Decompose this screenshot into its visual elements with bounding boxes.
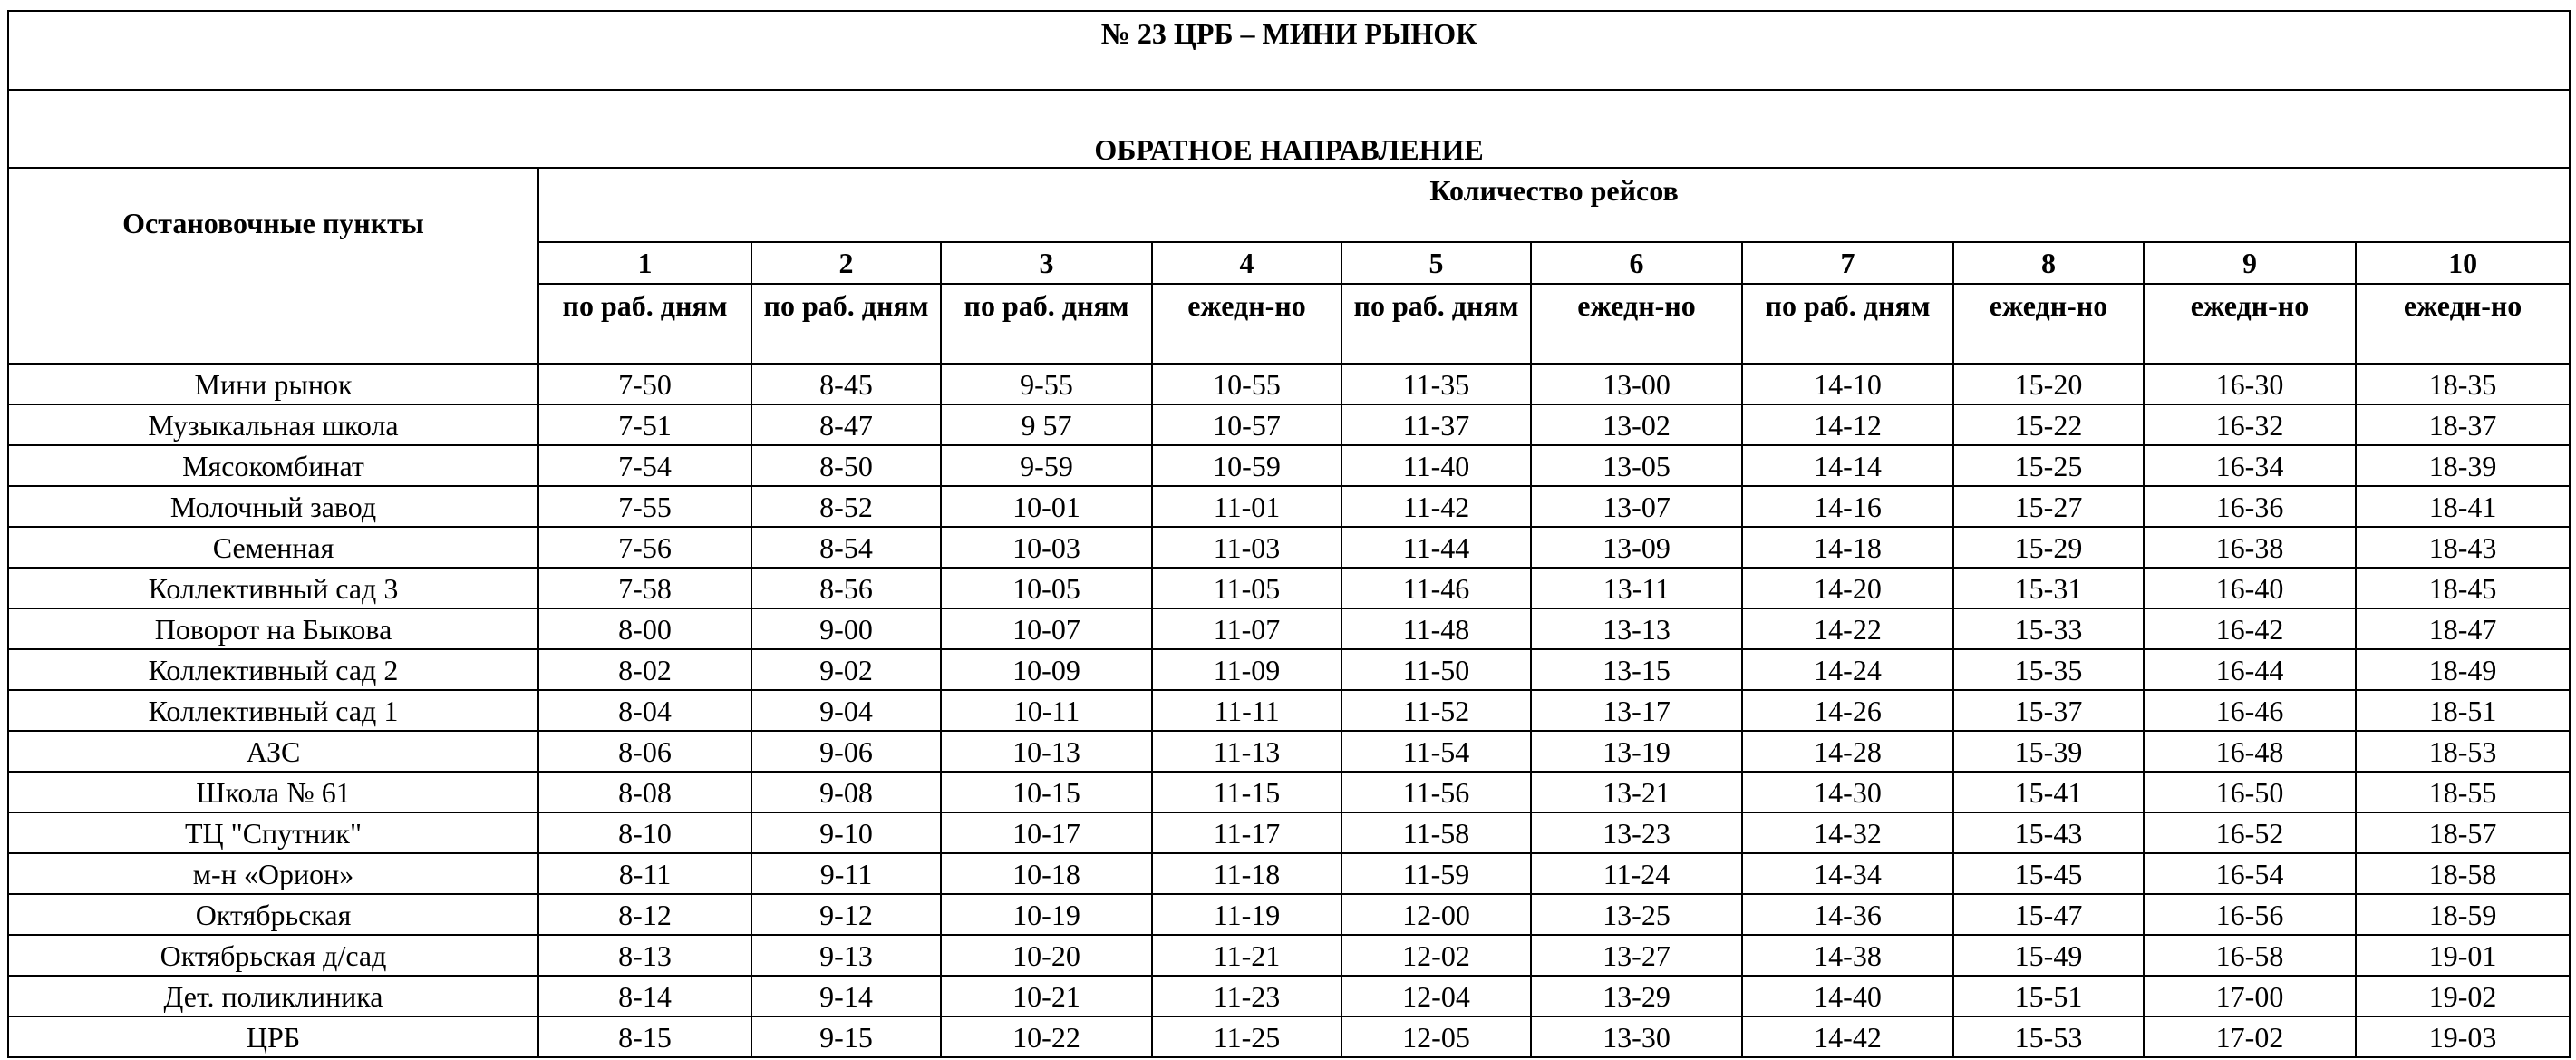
- stop-name: Октябрьская: [8, 894, 538, 935]
- departure-time: 9-55: [941, 364, 1152, 404]
- departure-time: 16-58: [2144, 935, 2356, 976]
- departure-time: 11-11: [1152, 690, 1341, 731]
- departure-time: 8-45: [751, 364, 941, 404]
- departure-time: 11-35: [1341, 364, 1531, 404]
- departure-time: 10-59: [1152, 445, 1341, 486]
- departure-time: 10-17: [941, 812, 1152, 853]
- departure-time: 16-46: [2144, 690, 2356, 731]
- departure-time: 7-54: [538, 445, 751, 486]
- trip-number: 7: [1742, 242, 1953, 284]
- departure-time: 12-02: [1341, 935, 1531, 976]
- stop-name: Музыкальная школа: [8, 404, 538, 445]
- departure-time: 11-23: [1152, 976, 1341, 1016]
- trips-count-header: Количество рейсов: [538, 168, 2570, 242]
- stop-name: Коллективный сад 3: [8, 568, 538, 608]
- trip-mode: ежедн-но: [2356, 284, 2570, 364]
- departure-time: 15-47: [1953, 894, 2144, 935]
- departure-time: 11-50: [1341, 649, 1531, 690]
- stop-name: Коллективный сад 1: [8, 690, 538, 731]
- departure-time: 18-45: [2356, 568, 2570, 608]
- departure-time: 18-55: [2356, 772, 2570, 812]
- departure-time: 10-20: [941, 935, 1152, 976]
- departure-time: 11-46: [1341, 568, 1531, 608]
- stop-name: Поворот на Быкова: [8, 608, 538, 649]
- table-row: [8, 935, 2570, 976]
- departure-time: 15-43: [1953, 812, 2144, 853]
- departure-time: 14-24: [1742, 649, 1953, 690]
- table-row: [8, 853, 2570, 894]
- stop-name: АЗС: [8, 731, 538, 772]
- departure-time: 19-01: [2356, 935, 2570, 976]
- departure-time: 15-22: [1953, 404, 2144, 445]
- departure-time: 18-59: [2356, 894, 2570, 935]
- departure-time: 11-52: [1341, 690, 1531, 731]
- departure-time: 16-48: [2144, 731, 2356, 772]
- table-row: [8, 649, 2570, 690]
- departure-time: 15-20: [1953, 364, 2144, 404]
- trip-mode: ежедн-но: [1531, 284, 1742, 364]
- departure-time: 19-02: [2356, 976, 2570, 1016]
- departure-time: 16-30: [2144, 364, 2356, 404]
- departure-time: 10-07: [941, 608, 1152, 649]
- departure-time: 12-05: [1341, 1016, 1531, 1057]
- departure-time: 10-13: [941, 731, 1152, 772]
- direction-heading: ОБРАТНОЕ НАПРАВЛЕНИЕ: [8, 90, 2570, 168]
- departure-time: 15-33: [1953, 608, 2144, 649]
- departure-time: 9-14: [751, 976, 941, 1016]
- departure-time: 8-52: [751, 486, 941, 527]
- departure-time: 13-02: [1531, 404, 1742, 445]
- departure-time: 10-15: [941, 772, 1152, 812]
- departure-time: 14-40: [1742, 976, 1953, 1016]
- departure-time: 18-47: [2356, 608, 2570, 649]
- departure-time: 9-02: [751, 649, 941, 690]
- departure-time: 10-57: [1152, 404, 1341, 445]
- departure-time: 8-06: [538, 731, 751, 772]
- departure-time: 11-24: [1531, 853, 1742, 894]
- stop-name: Молочный завод: [8, 486, 538, 527]
- departure-time: 10-22: [941, 1016, 1152, 1057]
- trip-mode: ежедн-но: [2144, 284, 2356, 364]
- departure-time: 11-09: [1152, 649, 1341, 690]
- departure-time: 14-22: [1742, 608, 1953, 649]
- departure-time: 10-55: [1152, 364, 1341, 404]
- departure-time: 11-56: [1341, 772, 1531, 812]
- trip-mode: ежедн-но: [1953, 284, 2144, 364]
- departure-time: 16-34: [2144, 445, 2356, 486]
- departure-time: 13-11: [1531, 568, 1742, 608]
- departure-time: 13-29: [1531, 976, 1742, 1016]
- departure-time: 9-12: [751, 894, 941, 935]
- departure-time: 17-02: [2144, 1016, 2356, 1057]
- departure-time: 15-41: [1953, 772, 2144, 812]
- stop-name: Школа № 61: [8, 772, 538, 812]
- departure-time: 16-40: [2144, 568, 2356, 608]
- departure-time: 9 57: [941, 404, 1152, 445]
- departure-time: 16-56: [2144, 894, 2356, 935]
- trip-number: 5: [1341, 242, 1531, 284]
- departure-time: 13-05: [1531, 445, 1742, 486]
- departure-time: 14-18: [1742, 527, 1953, 568]
- departure-time: 14-10: [1742, 364, 1953, 404]
- departure-time: 13-23: [1531, 812, 1742, 853]
- stop-name: м-н «Орион»: [8, 853, 538, 894]
- departure-time: 11-03: [1152, 527, 1341, 568]
- departure-time: 15-35: [1953, 649, 2144, 690]
- departure-time: 13-00: [1531, 364, 1742, 404]
- table-row: [8, 812, 2570, 853]
- departure-time: 8-11: [538, 853, 751, 894]
- departure-time: 18-49: [2356, 649, 2570, 690]
- table-row: [8, 976, 2570, 1016]
- departure-time: 10-05: [941, 568, 1152, 608]
- departure-time: 15-31: [1953, 568, 2144, 608]
- table-row: [8, 731, 2570, 772]
- departure-time: 7-58: [538, 568, 751, 608]
- departure-time: 8-08: [538, 772, 751, 812]
- departure-time: 8-15: [538, 1016, 751, 1057]
- departure-time: 9-00: [751, 608, 941, 649]
- departure-time: 10-19: [941, 894, 1152, 935]
- departure-time: 8-54: [751, 527, 941, 568]
- departure-time: 16-50: [2144, 772, 2356, 812]
- stop-name: Мясокомбинат: [8, 445, 538, 486]
- departure-time: 18-51: [2356, 690, 2570, 731]
- departure-time: 14-30: [1742, 772, 1953, 812]
- stop-name: ЦРБ: [8, 1016, 538, 1057]
- trip-mode: по раб. дням: [751, 284, 941, 364]
- table-row: [8, 404, 2570, 445]
- departure-time: 13-09: [1531, 527, 1742, 568]
- departure-time: 15-51: [1953, 976, 2144, 1016]
- departure-time: 18-58: [2356, 853, 2570, 894]
- departure-time: 11-42: [1341, 486, 1531, 527]
- departure-time: 14-20: [1742, 568, 1953, 608]
- departure-time: 16-42: [2144, 608, 2356, 649]
- departure-time: 10-01: [941, 486, 1152, 527]
- trip-number: 6: [1531, 242, 1742, 284]
- departure-time: 9-15: [751, 1016, 941, 1057]
- departure-time: 14-32: [1742, 812, 1953, 853]
- departure-time: 8-12: [538, 894, 751, 935]
- stop-name: Октябрьская д/сад: [8, 935, 538, 976]
- departure-time: 9-08: [751, 772, 941, 812]
- departure-time: 10-21: [941, 976, 1152, 1016]
- departure-time: 10-18: [941, 853, 1152, 894]
- departure-time: 15-37: [1953, 690, 2144, 731]
- departure-time: 14-12: [1742, 404, 1953, 445]
- trip-number: 2: [751, 242, 941, 284]
- trip-mode: ежедн-но: [1152, 284, 1341, 364]
- departure-time: 18-41: [2356, 486, 2570, 527]
- departure-time: 11-13: [1152, 731, 1341, 772]
- departure-time: 11-18: [1152, 853, 1341, 894]
- departure-time: 11-07: [1152, 608, 1341, 649]
- stop-name: Семенная: [8, 527, 538, 568]
- departure-time: 7-56: [538, 527, 751, 568]
- departure-time: 15-53: [1953, 1016, 2144, 1057]
- departure-time: 14-38: [1742, 935, 1953, 976]
- departure-time: 15-25: [1953, 445, 2144, 486]
- departure-time: 13-17: [1531, 690, 1742, 731]
- departure-time: 8-56: [751, 568, 941, 608]
- departure-time: 16-38: [2144, 527, 2356, 568]
- table-row: [8, 445, 2570, 486]
- trip-mode: по раб. дням: [1341, 284, 1531, 364]
- departure-time: 13-25: [1531, 894, 1742, 935]
- trip-mode: по раб. дням: [538, 284, 751, 364]
- departure-time: 9-13: [751, 935, 941, 976]
- departure-time: 18-35: [2356, 364, 2570, 404]
- departure-time: 16-54: [2144, 853, 2356, 894]
- stops-column-header: Остановочные пункты: [8, 168, 538, 364]
- departure-time: 16-36: [2144, 486, 2356, 527]
- departure-time: 11-59: [1341, 853, 1531, 894]
- departure-time: 8-02: [538, 649, 751, 690]
- departure-time: 13-27: [1531, 935, 1742, 976]
- departure-time: 16-32: [2144, 404, 2356, 445]
- departure-time: 12-00: [1341, 894, 1531, 935]
- departure-time: 18-39: [2356, 445, 2570, 486]
- departure-time: 10-03: [941, 527, 1152, 568]
- trip-mode: по раб. дням: [941, 284, 1152, 364]
- departure-time: 13-21: [1531, 772, 1742, 812]
- departure-time: 8-47: [751, 404, 941, 445]
- departure-time: 13-07: [1531, 486, 1742, 527]
- departure-time: 9-59: [941, 445, 1152, 486]
- table-row: [8, 1016, 2570, 1057]
- departure-time: 13-19: [1531, 731, 1742, 772]
- departure-time: 13-13: [1531, 608, 1742, 649]
- departure-time: 11-37: [1341, 404, 1531, 445]
- departure-time: 11-40: [1341, 445, 1531, 486]
- stop-name: Коллективный сад 2: [8, 649, 538, 690]
- departure-time: 14-14: [1742, 445, 1953, 486]
- departure-time: 8-00: [538, 608, 751, 649]
- departure-time: 15-29: [1953, 527, 2144, 568]
- departure-time: 8-50: [751, 445, 941, 486]
- departure-time: 11-25: [1152, 1016, 1341, 1057]
- departure-time: 15-39: [1953, 731, 2144, 772]
- stop-name: Мини рынок: [8, 364, 538, 404]
- departure-time: 14-28: [1742, 731, 1953, 772]
- departure-time: 9-04: [751, 690, 941, 731]
- departure-time: 11-58: [1341, 812, 1531, 853]
- table-row: [8, 568, 2570, 608]
- schedule-table: [7, 10, 2571, 1058]
- route-title: № 23 ЦРБ – МИНИ РЫНОК: [8, 11, 2570, 90]
- departure-time: 7-51: [538, 404, 751, 445]
- departure-time: 16-52: [2144, 812, 2356, 853]
- trip-number: 1: [538, 242, 751, 284]
- departure-time: 17-00: [2144, 976, 2356, 1016]
- stop-name: ТЦ "Спутник": [8, 812, 538, 853]
- departure-time: 10-11: [941, 690, 1152, 731]
- departure-time: 16-44: [2144, 649, 2356, 690]
- departure-time: 11-54: [1341, 731, 1531, 772]
- departure-time: 8-04: [538, 690, 751, 731]
- departure-time: 18-53: [2356, 731, 2570, 772]
- departure-time: 15-45: [1953, 853, 2144, 894]
- trip-number: 9: [2144, 242, 2356, 284]
- stop-name: Дет. поликлиника: [8, 976, 538, 1016]
- table-row: [8, 364, 2570, 404]
- departure-time: 9-11: [751, 853, 941, 894]
- table-row: [8, 690, 2570, 731]
- departure-time: 11-19: [1152, 894, 1341, 935]
- departure-time: 7-55: [538, 486, 751, 527]
- departure-time: 11-48: [1341, 608, 1531, 649]
- departure-time: 13-15: [1531, 649, 1742, 690]
- trip-number: 10: [2356, 242, 2570, 284]
- departure-time: 9-06: [751, 731, 941, 772]
- departure-time: 14-36: [1742, 894, 1953, 935]
- departure-time: 14-42: [1742, 1016, 1953, 1057]
- departure-time: 14-34: [1742, 853, 1953, 894]
- departure-time: 13-30: [1531, 1016, 1742, 1057]
- departure-time: 15-49: [1953, 935, 2144, 976]
- departure-time: 14-16: [1742, 486, 1953, 527]
- trip-number: 8: [1953, 242, 2144, 284]
- departure-time: 11-01: [1152, 486, 1341, 527]
- departure-time: 7-50: [538, 364, 751, 404]
- departure-time: 15-27: [1953, 486, 2144, 527]
- departure-time: 14-26: [1742, 690, 1953, 731]
- trip-number: 4: [1152, 242, 1341, 284]
- departure-time: 11-44: [1341, 527, 1531, 568]
- table-row: [8, 772, 2570, 812]
- departure-time: 8-14: [538, 976, 751, 1016]
- departure-time: 8-10: [538, 812, 751, 853]
- table-row: [8, 527, 2570, 568]
- departure-time: 11-05: [1152, 568, 1341, 608]
- departure-time: 12-04: [1341, 976, 1531, 1016]
- departure-time: 10-09: [941, 649, 1152, 690]
- departure-time: 9-10: [751, 812, 941, 853]
- departure-time: 8-13: [538, 935, 751, 976]
- departure-time: 18-37: [2356, 404, 2570, 445]
- table-row: [8, 608, 2570, 649]
- departure-time: 19-03: [2356, 1016, 2570, 1057]
- trip-mode: по раб. дням: [1742, 284, 1953, 364]
- departure-time: 18-57: [2356, 812, 2570, 853]
- trip-number: 3: [941, 242, 1152, 284]
- departure-time: 11-15: [1152, 772, 1341, 812]
- departure-time: 11-17: [1152, 812, 1341, 853]
- departure-time: 11-21: [1152, 935, 1341, 976]
- table-row: [8, 486, 2570, 527]
- departure-time: 18-43: [2356, 527, 2570, 568]
- table-row: [8, 894, 2570, 935]
